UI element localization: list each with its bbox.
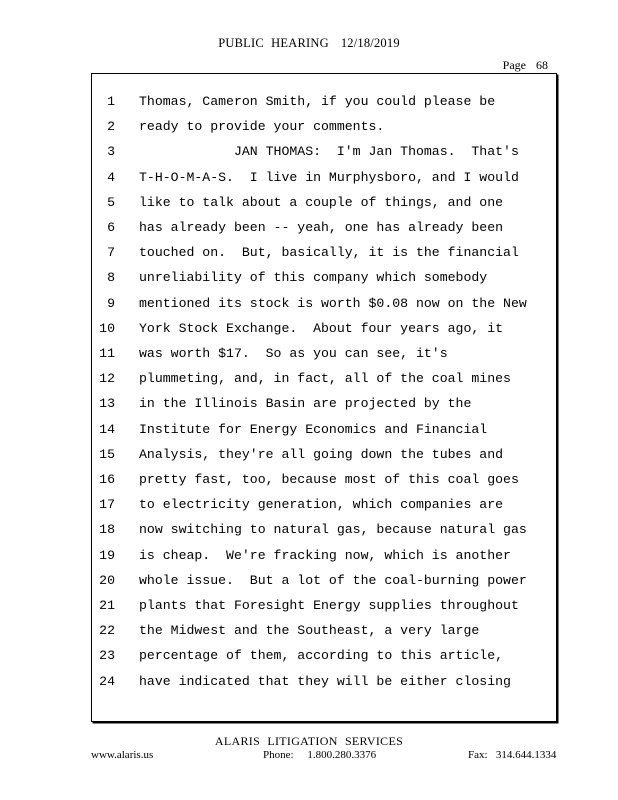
line-text: percentage of them, according to this article, bbox=[139, 648, 504, 664]
page-number: 68 bbox=[536, 58, 548, 72]
page-number-row bbox=[503, 58, 548, 73]
line-number: 24 bbox=[99, 673, 115, 689]
line-number: 18 bbox=[99, 522, 115, 538]
line-number: 2 bbox=[107, 119, 115, 135]
transcript-frame bbox=[91, 73, 557, 722]
line-text: in the Illinois Basin are projected by the bbox=[139, 396, 472, 412]
hearing-date: 12/18/2019 bbox=[340, 36, 400, 50]
footer-fax bbox=[468, 749, 556, 761]
line-number: 13 bbox=[99, 396, 115, 412]
line-text: Thomas, Cameron Smith, if you could please be bbox=[139, 94, 496, 109]
line-text: touched on. But, basically, it is the financial bbox=[139, 245, 519, 261]
line-text: have indicated that they will be either closing bbox=[139, 673, 511, 689]
line-number: 6 bbox=[107, 220, 115, 235]
line-number: 14 bbox=[99, 421, 115, 437]
line-text: the Midwest and the Southeast, a very large bbox=[139, 623, 480, 639]
hearing-title: PUBLIC HEARING bbox=[218, 36, 329, 50]
page-label: Page bbox=[502, 58, 526, 72]
line-number: 4 bbox=[107, 169, 115, 185]
line-number: 1 bbox=[107, 94, 115, 109]
line-number: 10 bbox=[99, 320, 115, 336]
line-text: Institute for Energy Economics and Financial bbox=[139, 421, 488, 437]
line-number: 23 bbox=[99, 648, 115, 664]
line-number: 15 bbox=[99, 446, 115, 462]
line-text: now switching to natural gas, because natural gas bbox=[139, 522, 527, 538]
line-number: 17 bbox=[99, 497, 115, 513]
line-text: plummeting, and, in fact, all of the coal mines bbox=[139, 371, 511, 387]
page-header bbox=[0, 36, 618, 51]
line-text: York Stock Exchange. About four years ago, it bbox=[139, 320, 504, 336]
footer-phone bbox=[263, 749, 376, 761]
line-text: unreliability of this company which somebody bbox=[139, 270, 488, 286]
line-text: pretty fast, too, because most of this coal goes bbox=[139, 472, 519, 487]
phone-label: Phone: bbox=[263, 749, 294, 761]
line-number: 7 bbox=[107, 245, 115, 261]
line-text: plants that Foresight Energy supplies throughout bbox=[139, 598, 519, 613]
line-text: was worth $17. So as you can see, it's bbox=[139, 346, 448, 361]
line-number: 16 bbox=[99, 472, 115, 487]
line-text: like to talk about a couple of things, and one bbox=[139, 194, 504, 210]
footer-website: www.alaris.us bbox=[91, 749, 154, 761]
line-number: 12 bbox=[99, 371, 115, 387]
line-text: is cheap. We're fracking now, which is another bbox=[139, 547, 511, 563]
line-text: T-H-O-M-A-S. I live in Murphysboro, and I would bbox=[139, 169, 519, 185]
line-number: 22 bbox=[99, 623, 115, 639]
fax-number: 314.644.1334 bbox=[495, 749, 557, 761]
line-number: 9 bbox=[107, 295, 115, 311]
line-number: 19 bbox=[99, 547, 115, 563]
footer-company-name: ALARIS LITIGATION SERVICES bbox=[214, 734, 404, 748]
line-number: 20 bbox=[99, 572, 115, 588]
fax-label: Fax: bbox=[468, 749, 488, 761]
line-text: whole issue. But a lot of the coal-burning power bbox=[139, 572, 527, 588]
line-text: mentioned its stock is worth $0.08 now on the New bbox=[139, 295, 527, 311]
line-number: 3 bbox=[107, 144, 115, 160]
line-text: Analysis, they're all going down the tubes and bbox=[139, 446, 504, 462]
line-number: 8 bbox=[107, 270, 115, 286]
line-number: 5 bbox=[107, 194, 115, 210]
line-number: 11 bbox=[99, 346, 115, 361]
line-text: JAN THOMAS: I'm Jan Thomas. That's bbox=[139, 144, 519, 160]
line-text: to electricity generation, which companies are bbox=[139, 497, 504, 513]
line-text: has already been -- yeah, one has already been bbox=[139, 220, 504, 235]
phone-number: 1.800.280.3376 bbox=[307, 749, 377, 761]
line-number: 21 bbox=[99, 598, 115, 613]
line-text: ready to provide your comments. bbox=[139, 119, 385, 135]
